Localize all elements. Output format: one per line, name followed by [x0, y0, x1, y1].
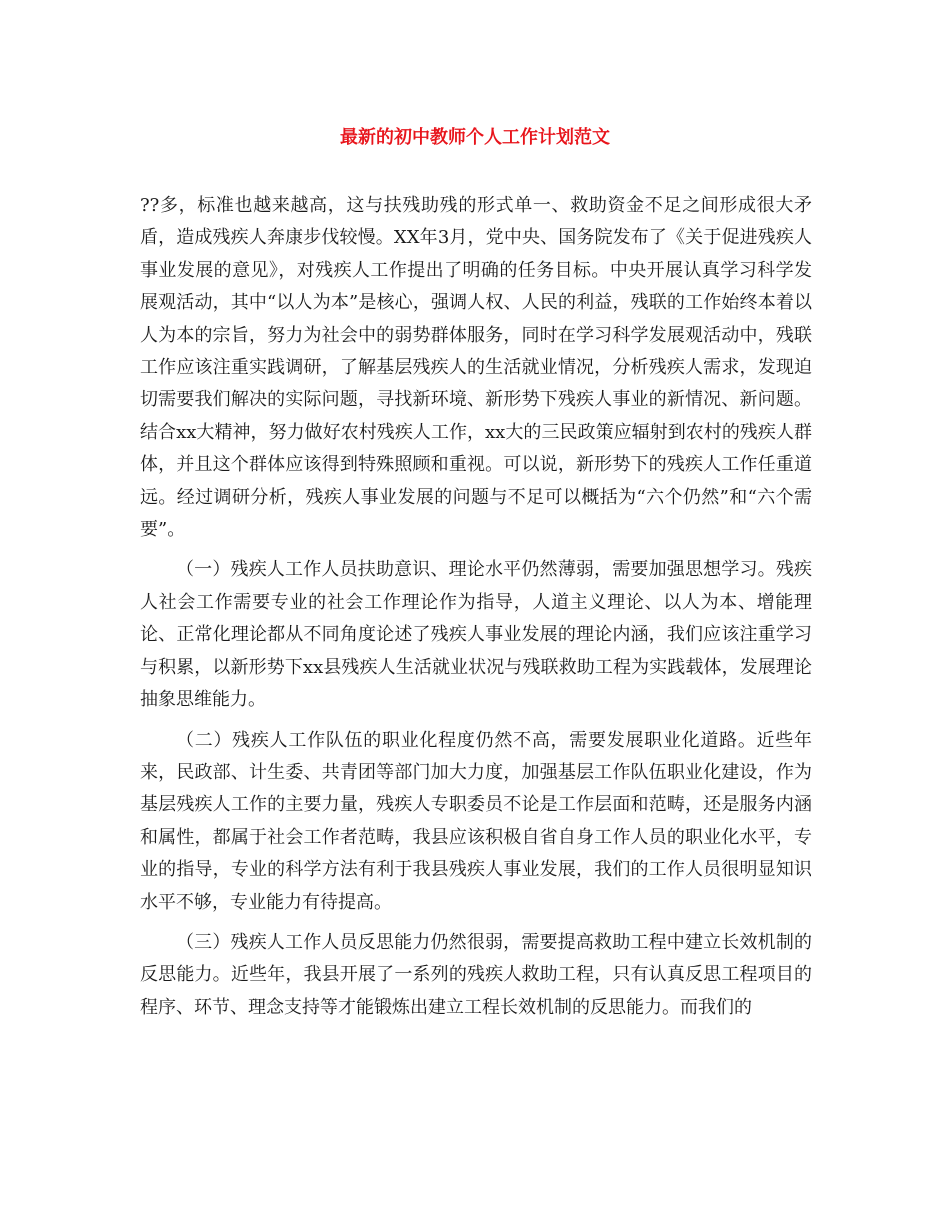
paragraph: ??多，标准也越来越高，这与扶残助残的形式单一、救助资金不足之间形成很大矛盾，造成残疾人奔康步伐较慢。XX年3月，党中央、国务院发布了《关于促进残疾人事业发展的意见》，对残疾人工作提出了明确的任务目标。中央开展认真学习科学发展观活动，其中“以人为本”是核心，强调人权、人民的利益，残联的工作始终本着以人为本的宗旨，努力为社会中的弱势群体服务，同时在学习科学发展观活动中，残联工作应该注重实践调研，了解基层残疾人的生活就业情况，分析残疾人需求，发现迫切需要我们解决的实际问题，寻找新环境、新形势下残疾人事业的新情况、新问题。结合xx大精神，努力做好农村残疾人工作，xx大的三民政策应辐射到农村的残疾人群体，并且这个群体应该得到特殊照顾和重视。可以说，新形势下的残疾人工作任重道远。经过调研分析，残疾人事业发展的问题与不足可以概括为“六个仍然”和“六个需要”。	[140, 195, 812, 541]
document-body	[140, 190, 812, 1032]
paragraph: （二）残疾人工作队伍的职业化程度仍然不高，需要发展职业化道路。近些年来，民政部、计生委、共青团等部门加大力度，加强基层工作队伍职业化建设，作为基层残疾人工作的主要力量，残疾人专职委员不论是工作层面和范畴，还是服务内涵和属性，都属于社会工作者范畴，我县应该积极自省自身工作人员的职业化水平，专业的指导，专业的科学方法有利于我县残疾人事业发展，我们的工作人员很明显知识水平不够，专业能力有待提高。	[140, 729, 812, 913]
paragraph: （三）残疾人工作人员反思能力仍然很弱，需要提高救助工程中建立长效机制的反思能力。近些年，我县开展了一系列的残疾人救助工程，只有认真反思工程项目的程序、环节、理念支持等才能锻炼出建立工程长效机制的反思能力。而我们的	[140, 931, 812, 1018]
document-title: 最新的初中教师个人工作计划范文	[340, 127, 610, 148]
paragraph: （一）残疾人工作人员扶助意识、理论水平仍然薄弱，需要加强思想学习。残疾人社会工作需要专业的社会工作理论作为指导，人道主义理论、以人为本、增能理论、正常化理论都从不同角度论述了残疾人事业发展的理论内涵，我们应该注重学习与积累，以新形势下xx县残疾人生活就业状况与残联救助工程为实践载体，发展理论抽象思维能力。	[140, 559, 812, 711]
